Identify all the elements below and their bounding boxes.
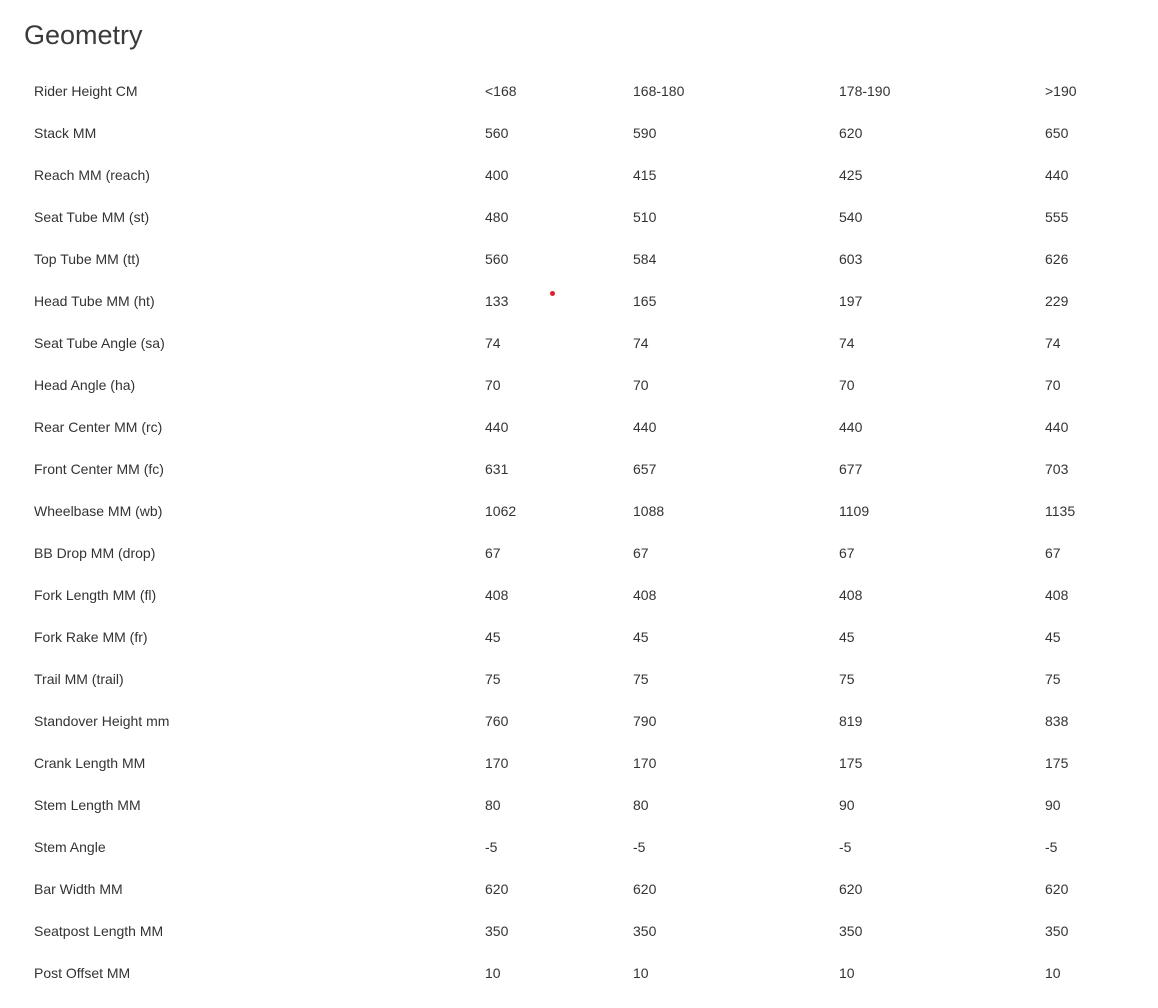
table-cell: 10 — [633, 965, 649, 981]
row-label: Rear Center MM (rc) — [34, 419, 163, 435]
table-cell: 657 — [633, 461, 657, 477]
table-cell: -5 — [839, 839, 852, 855]
table-cell: 74 — [633, 335, 649, 351]
table-cell: 631 — [485, 461, 509, 477]
table-cell: 790 — [633, 713, 657, 729]
table-cell: 70 — [1045, 377, 1061, 393]
table-row — [24, 952, 1134, 994]
row-label: Trail MM (trail) — [34, 671, 124, 687]
table-row — [24, 490, 1134, 532]
table-cell: 45 — [839, 629, 855, 645]
table-cell: 408 — [1045, 587, 1069, 603]
table-cell: 168-180 — [633, 83, 685, 99]
table-row — [24, 574, 1134, 616]
table-cell: 440 — [839, 419, 863, 435]
table-cell: 67 — [839, 545, 855, 561]
table-cell: 440 — [485, 419, 509, 435]
row-label: Seatpost Length MM — [34, 923, 164, 939]
row-label: Stem Length MM — [34, 797, 141, 813]
table-cell: 838 — [1045, 713, 1069, 729]
table-cell: 510 — [633, 209, 657, 225]
table-cell: 1062 — [485, 503, 517, 519]
table-cell: 590 — [633, 125, 657, 141]
row-label: Post Offset MM — [34, 965, 131, 981]
table-cell: 603 — [839, 251, 863, 267]
table-cell: 10 — [839, 965, 855, 981]
table-cell: 75 — [485, 671, 501, 687]
table-row — [24, 406, 1134, 448]
table-cell: 67 — [633, 545, 649, 561]
row-label: Wheelbase MM (wb) — [34, 503, 163, 519]
table-cell: 440 — [1045, 167, 1069, 183]
table-cell: -5 — [633, 839, 646, 855]
table-cell: 75 — [1045, 671, 1061, 687]
table-row — [24, 448, 1134, 490]
table-cell: 620 — [633, 881, 657, 897]
table-row — [24, 112, 1134, 154]
table-cell: 70 — [485, 377, 501, 393]
table-cell: 197 — [839, 293, 863, 309]
row-label: Bar Width MM — [34, 881, 123, 897]
table-cell: 350 — [485, 923, 509, 939]
table-cell: 75 — [839, 671, 855, 687]
table-cell: 170 — [633, 755, 657, 771]
row-label: Fork Rake MM (fr) — [34, 629, 148, 645]
table-row — [24, 784, 1134, 826]
table-cell: 620 — [839, 881, 863, 897]
table-cell: 229 — [1045, 293, 1069, 309]
row-label: Head Tube MM (ht) — [34, 293, 155, 309]
table-cell: 626 — [1045, 251, 1069, 267]
table-cell: 74 — [1045, 335, 1061, 351]
row-label: Standover Height mm — [34, 713, 170, 729]
table-row — [24, 280, 1134, 322]
table-row — [24, 322, 1134, 364]
row-label: Front Center MM (fc) — [34, 461, 164, 477]
table-cell: 175 — [1045, 755, 1069, 771]
table-cell: 350 — [1045, 923, 1069, 939]
table-cell: 80 — [485, 797, 501, 813]
table-cell: 70 — [633, 377, 649, 393]
row-label: Seat Tube Angle (sa) — [34, 335, 165, 351]
row-label: Fork Length MM (fl) — [34, 587, 157, 603]
table-row — [24, 196, 1134, 238]
table-cell: -5 — [485, 839, 498, 855]
table-cell: 440 — [1045, 419, 1069, 435]
row-label: Stem Angle — [34, 839, 106, 855]
table-row — [24, 616, 1134, 658]
table-cell: 677 — [839, 461, 863, 477]
table-cell: 408 — [633, 587, 657, 603]
table-cell: 90 — [839, 797, 855, 813]
table-cell: 133 — [485, 293, 509, 309]
table-cell: 165 — [633, 293, 657, 309]
table-cell: 584 — [633, 251, 657, 267]
table-cell: 67 — [1045, 545, 1061, 561]
table-cell: 10 — [485, 965, 501, 981]
row-label: Crank Length MM — [34, 755, 146, 771]
table-cell: 400 — [485, 167, 509, 183]
row-label: Stack MM — [34, 125, 97, 141]
table-cell: 170 — [485, 755, 509, 771]
table-cell: 540 — [839, 209, 863, 225]
table-cell: 560 — [485, 125, 509, 141]
table-cell: 425 — [839, 167, 863, 183]
table-cell: 350 — [633, 923, 657, 939]
table-cell: 74 — [839, 335, 855, 351]
row-label: BB Drop MM (drop) — [34, 545, 156, 561]
table-cell: 74 — [485, 335, 501, 351]
table-cell: -5 — [1045, 839, 1058, 855]
table-cell: 703 — [1045, 461, 1069, 477]
table-row — [24, 700, 1134, 742]
table-cell: 555 — [1045, 209, 1069, 225]
table-cell: 1088 — [633, 503, 665, 519]
table-row — [24, 658, 1134, 700]
table-row — [24, 910, 1134, 952]
table-cell: 440 — [633, 419, 657, 435]
table-cell: 415 — [633, 167, 657, 183]
table-row — [24, 868, 1134, 910]
table-cell: 10 — [1045, 965, 1061, 981]
table-row — [24, 238, 1134, 280]
table-cell: 80 — [633, 797, 649, 813]
table-cell: 75 — [633, 671, 649, 687]
page-title: Geometry — [24, 20, 143, 50]
table-row — [24, 364, 1134, 406]
table-cell: 178-190 — [839, 83, 891, 99]
cursor-marker — [550, 291, 555, 296]
table-cell: 480 — [485, 209, 509, 225]
table-cell: 1109 — [839, 503, 870, 519]
table-cell: 620 — [839, 125, 863, 141]
table-cell: 620 — [485, 881, 509, 897]
table-row — [24, 70, 1134, 112]
row-label: Head Angle (ha) — [34, 377, 136, 393]
table-cell: 408 — [485, 587, 509, 603]
table-row — [24, 826, 1134, 868]
geometry-table — [24, 70, 1134, 994]
row-label: Reach MM (reach) — [34, 167, 150, 183]
table-cell: 620 — [1045, 881, 1069, 897]
table-cell: 819 — [839, 713, 863, 729]
row-label: Rider Height CM — [34, 83, 138, 99]
table-cell: 175 — [839, 755, 863, 771]
table-cell: 67 — [485, 545, 501, 561]
table-row — [24, 742, 1134, 784]
row-label: Seat Tube MM (st) — [34, 209, 150, 225]
table-cell: 45 — [1045, 629, 1061, 645]
table-cell: 760 — [485, 713, 509, 729]
table-row — [24, 532, 1134, 574]
table-cell: 350 — [839, 923, 863, 939]
table-row — [24, 154, 1134, 196]
table-cell: 45 — [485, 629, 501, 645]
table-cell: 70 — [839, 377, 855, 393]
row-label: Top Tube MM (tt) — [34, 251, 140, 267]
geometry-table-body — [24, 70, 1134, 994]
table-cell: 408 — [839, 587, 863, 603]
table-cell: 45 — [633, 629, 649, 645]
table-cell: 650 — [1045, 125, 1069, 141]
table-cell: >190 — [1045, 83, 1077, 99]
table-cell: 1135 — [1045, 503, 1076, 519]
table-cell: <168 — [485, 83, 517, 99]
table-cell: 90 — [1045, 797, 1061, 813]
table-cell: 560 — [485, 251, 509, 267]
